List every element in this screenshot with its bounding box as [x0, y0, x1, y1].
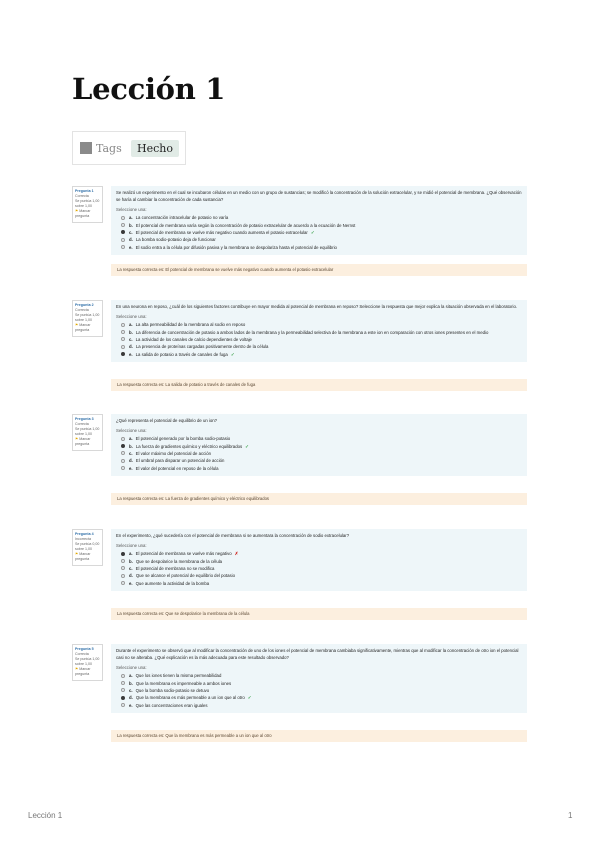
select-label: Seleccione una:: [116, 207, 147, 212]
flag-label: Marcar pregunta: [75, 209, 91, 218]
option-letter: c.: [129, 336, 133, 342]
option-text: El umbral para disparar un potencial de acción: [135, 458, 225, 464]
radio-button[interactable]: [121, 230, 125, 234]
answer-option[interactable]: [121, 694, 522, 701]
radio-button[interactable]: [121, 466, 125, 470]
answer-option[interactable]: [121, 679, 522, 686]
tag-chip[interactable]: Hecho: [131, 140, 179, 157]
option-text: El sodio entra a la célula por difusión pasiva y la membrana se despolariza hasta el potencial de equilibrio: [135, 244, 337, 250]
radio-button[interactable]: [121, 323, 125, 327]
option-letter: c.: [129, 450, 133, 456]
check-icon: ✓: [310, 229, 315, 235]
option-text: El potencial de membrana varía según la concentración de potasio extracelular de acuerdo a la ecuación de Nernst: [135, 222, 356, 228]
answer-option[interactable]: [121, 244, 522, 251]
option-text: Que se alcance el potencial de equilibrio del potasio: [135, 573, 235, 579]
flag-question[interactable]: [75, 437, 101, 447]
answer-option[interactable]: [121, 572, 522, 579]
flag-question[interactable]: [75, 323, 101, 333]
option-text: Que la membrana es impermeable a ambos iones: [135, 680, 232, 686]
option-text: El valor del potencial en reposo de la célula: [135, 465, 219, 471]
question-number: Pregunta 3: [75, 417, 94, 421]
option-text: Que se despolarice la membrana de la célula: [135, 558, 223, 564]
answer-option[interactable]: [121, 550, 522, 557]
question-score: Se puntúa 1,00 sobre 1,00: [75, 313, 100, 322]
option-letter: e.: [129, 702, 133, 708]
option-text: El valor máximo del potencial de acción: [135, 450, 212, 456]
answer-option[interactable]: [121, 221, 522, 228]
question-info: [72, 529, 103, 566]
radio-button[interactable]: [121, 688, 125, 692]
select-label: Seleccione una:: [116, 665, 147, 670]
option-text: El potencial de membrana se vuelve más negativo cuando aumenta el potasio extracelular: [135, 229, 308, 235]
radio-button[interactable]: [121, 345, 125, 349]
select-label: Seleccione una:: [116, 543, 147, 548]
radio-button[interactable]: [121, 451, 125, 455]
question-score: Se puntúa 1,00 sobre 1,00: [75, 427, 100, 436]
option-letter: d.: [129, 573, 133, 579]
check-icon: ✓: [230, 351, 235, 357]
option-letter: a.: [129, 322, 133, 328]
option-letter: c.: [129, 687, 133, 693]
question-number: Pregunta 4: [75, 532, 94, 536]
radio-button[interactable]: [121, 437, 125, 441]
radio-button[interactable]: [121, 681, 125, 685]
option-text: La actividad de los canales de calcio dependientes de voltaje: [135, 336, 252, 342]
option-letter: d.: [129, 458, 133, 464]
question-status: Incorrecta: [75, 537, 91, 541]
cross-icon: ✗: [234, 551, 239, 557]
option-letter: b.: [129, 558, 133, 564]
question-score: Se puntúa 1,00 sobre 1,00: [75, 199, 100, 208]
radio-button[interactable]: [121, 459, 125, 463]
flag-icon: ⚑: [75, 323, 79, 327]
radio-button[interactable]: [121, 674, 125, 678]
question-status: Correcta: [75, 308, 89, 312]
properties-bar: [72, 131, 186, 165]
page-number: 1: [568, 811, 573, 820]
option-text: El potencial generado por la bomba sodio-potasio: [135, 436, 231, 442]
option-letter: b.: [129, 222, 133, 228]
option-letter: a.: [129, 673, 133, 679]
option-letter: c.: [129, 229, 133, 235]
answer-option[interactable]: [121, 336, 522, 343]
check-icon: ✓: [247, 695, 252, 701]
option-text: La concentración intracelular de potasio no varía: [135, 215, 229, 221]
option-text: Que la bomba sodio-potasio se detuvo: [135, 687, 210, 693]
question-score: Se puntúa 1,00 sobre 1,00: [75, 657, 100, 666]
option-letter: b.: [129, 443, 133, 449]
option-text: La bomba sodio-potasio deja de funcionar: [135, 237, 216, 243]
flag-question[interactable]: [75, 552, 101, 562]
radio-button[interactable]: [121, 216, 125, 220]
question-prompt: En el experimento, ¿qué sucedería con el potencial de membrana si se aumentara la concentración de sodio extracelular?: [116, 533, 350, 538]
question-info: [72, 186, 103, 223]
flag-question[interactable]: [75, 667, 101, 677]
answer-option[interactable]: [121, 687, 522, 694]
option-letter: b.: [129, 329, 133, 335]
answer-option[interactable]: [121, 580, 522, 587]
question-number: Pregunta 5: [75, 647, 94, 651]
answer-option[interactable]: [121, 450, 522, 457]
select-label: Seleccione una:: [116, 428, 147, 433]
question-text-box: [111, 186, 527, 255]
feedback-box: La respuesta correcta es: El potencial de membrana se vuelve más negativo cuando aumenta el potasio extracelular: [111, 264, 527, 276]
answer-option[interactable]: [121, 351, 522, 358]
option-text: Que los iones tienen la misma permeabilidad: [135, 673, 222, 679]
option-text: La fuerza de gradientes químico y eléctrico equilibrados: [135, 443, 243, 449]
flag-question[interactable]: [75, 209, 101, 219]
option-letter: e.: [129, 351, 133, 357]
radio-button[interactable]: [121, 245, 125, 249]
radio-button[interactable]: [121, 552, 125, 556]
option-text: Que la membrana es más permeable a un ion que al otro: [135, 695, 245, 701]
radio-button[interactable]: [121, 696, 125, 700]
option-letter: a.: [129, 436, 133, 442]
question-number: Pregunta 2: [75, 303, 94, 307]
tags-label: Tags: [96, 141, 122, 155]
flag-icon: ⚑: [75, 209, 79, 213]
question-prompt: Durante el experimento se observó que al modificar la concentración de uno de los iones el potencial de membrana cambiaba significativamente, mientras que al modificar la concentración de otro ion el potencial casi no se alteraba. ¿Qué explicación es la más adecuada para este resultado observado?: [116, 648, 519, 660]
option-letter: b.: [129, 680, 133, 686]
option-letter: d.: [129, 237, 133, 243]
option-letter: d.: [129, 344, 133, 350]
answer-option[interactable]: [121, 565, 522, 572]
footer-title: Lección 1: [28, 811, 63, 820]
option-text: La presencia de proteínas cargadas positivamente dentro de la célula: [135, 344, 269, 350]
answer-option[interactable]: [121, 557, 522, 564]
feedback-box: La respuesta correcta es: Que la membrana es más permeable a un ion que al otro: [111, 730, 527, 742]
question-number: Pregunta 1: [75, 189, 94, 193]
option-text: Que aumente la actividad de la bomba: [135, 580, 210, 586]
answer-option[interactable]: [121, 236, 522, 243]
radio-button[interactable]: [121, 238, 125, 242]
option-text: El potencial de membrana se vuelve más negativo: [135, 551, 232, 557]
flag-label: Marcar pregunta: [75, 667, 91, 676]
answer-option[interactable]: [121, 442, 522, 449]
option-letter: a.: [129, 215, 133, 221]
feedback-box: La respuesta correcta es: La fuerza de gradientes químico y eléctrico equilibrados: [111, 493, 527, 505]
radio-button[interactable]: [121, 559, 125, 563]
question-text-box: [111, 644, 527, 713]
question-text-box: [111, 529, 527, 591]
answer-option[interactable]: [121, 214, 522, 221]
radio-button[interactable]: [121, 566, 125, 570]
select-label: Seleccione una:: [116, 314, 147, 319]
answer-option[interactable]: [121, 229, 522, 236]
question-prompt: Se realizó un experimento en el cual se incubaron células en un medio con un grupo de sustancias; se modificó la concentración de la solución extracelular, y se midió el potencial de membrana. ¿Qué observación se haría al cambiar la concentración de cada sustancia?: [116, 190, 522, 202]
radio-button[interactable]: [121, 444, 125, 448]
option-letter: c.: [129, 565, 133, 571]
answer-option[interactable]: [121, 435, 522, 442]
option-letter: d.: [129, 695, 133, 701]
option-text: La salida de potasio a través de canales de fuga: [135, 351, 228, 357]
option-text: Que las concentraciones eran iguales: [135, 702, 208, 708]
option-letter: e.: [129, 580, 133, 586]
radio-button[interactable]: [121, 330, 125, 334]
question-text-box: [111, 300, 527, 362]
option-text: El potencial de membrana no se modifica: [135, 565, 215, 571]
question-status: Correcta: [75, 652, 89, 656]
answer-option[interactable]: [121, 457, 522, 464]
question-prompt: ¿Qué representa el potencial de equilibrio de un ion?: [116, 418, 218, 423]
flag-label: Marcar pregunta: [75, 437, 91, 446]
question-status: Correcta: [75, 194, 89, 198]
radio-button[interactable]: [121, 337, 125, 341]
question-prompt: En una neurona en reposo, ¿cuál de los siguientes factores contribuye en mayor medida al potencial de membrana en reposo? Seleccione la respuesta que mejor explica la situación observada en el laboratorio.: [116, 304, 518, 309]
question-score: Se puntúa 0,00 sobre 1,00: [75, 542, 100, 551]
radio-button[interactable]: [121, 703, 125, 707]
radio-button[interactable]: [121, 352, 125, 356]
flag-icon: ⚑: [75, 552, 79, 556]
flag-icon: ⚑: [75, 667, 79, 671]
option-letter: e.: [129, 244, 133, 250]
option-text: La diferencia de concentración de potasio a ambos lados de la membrana y la permeabilidad selectiva de la membrana a este ion en comparación con otros iones presentes en el medio: [135, 329, 489, 335]
option-letter: e.: [129, 465, 133, 471]
answer-option[interactable]: [121, 328, 522, 335]
answer-option[interactable]: [121, 702, 522, 709]
flag-icon: ⚑: [75, 437, 79, 441]
tag-icon: [80, 142, 92, 154]
question-info: [72, 414, 103, 451]
flag-label: Marcar pregunta: [75, 323, 91, 332]
page-title: Lección 1: [72, 72, 226, 106]
feedback-box: La respuesta correcta es: La salida de potasio a través de canales de fuga: [111, 379, 527, 391]
question-status: Correcta: [75, 422, 89, 426]
answer-option[interactable]: [121, 672, 522, 679]
radio-button[interactable]: [121, 581, 125, 585]
option-text: La alta permeabilidad de la membrana al sodio en reposo: [135, 322, 246, 328]
feedback-box: La respuesta correcta es: Que se despolarice la membrana de la célula: [111, 608, 527, 620]
question-info: [72, 300, 103, 337]
flag-label: Marcar pregunta: [75, 552, 91, 561]
answer-option[interactable]: [121, 343, 522, 350]
answer-option[interactable]: [121, 321, 522, 328]
question-info: [72, 644, 103, 681]
check-icon: ✓: [245, 443, 249, 449]
radio-button[interactable]: [121, 223, 125, 227]
question-text-box: [111, 414, 527, 476]
answer-option[interactable]: [121, 465, 522, 472]
radio-button[interactable]: [121, 574, 125, 578]
option-letter: a.: [129, 551, 133, 557]
